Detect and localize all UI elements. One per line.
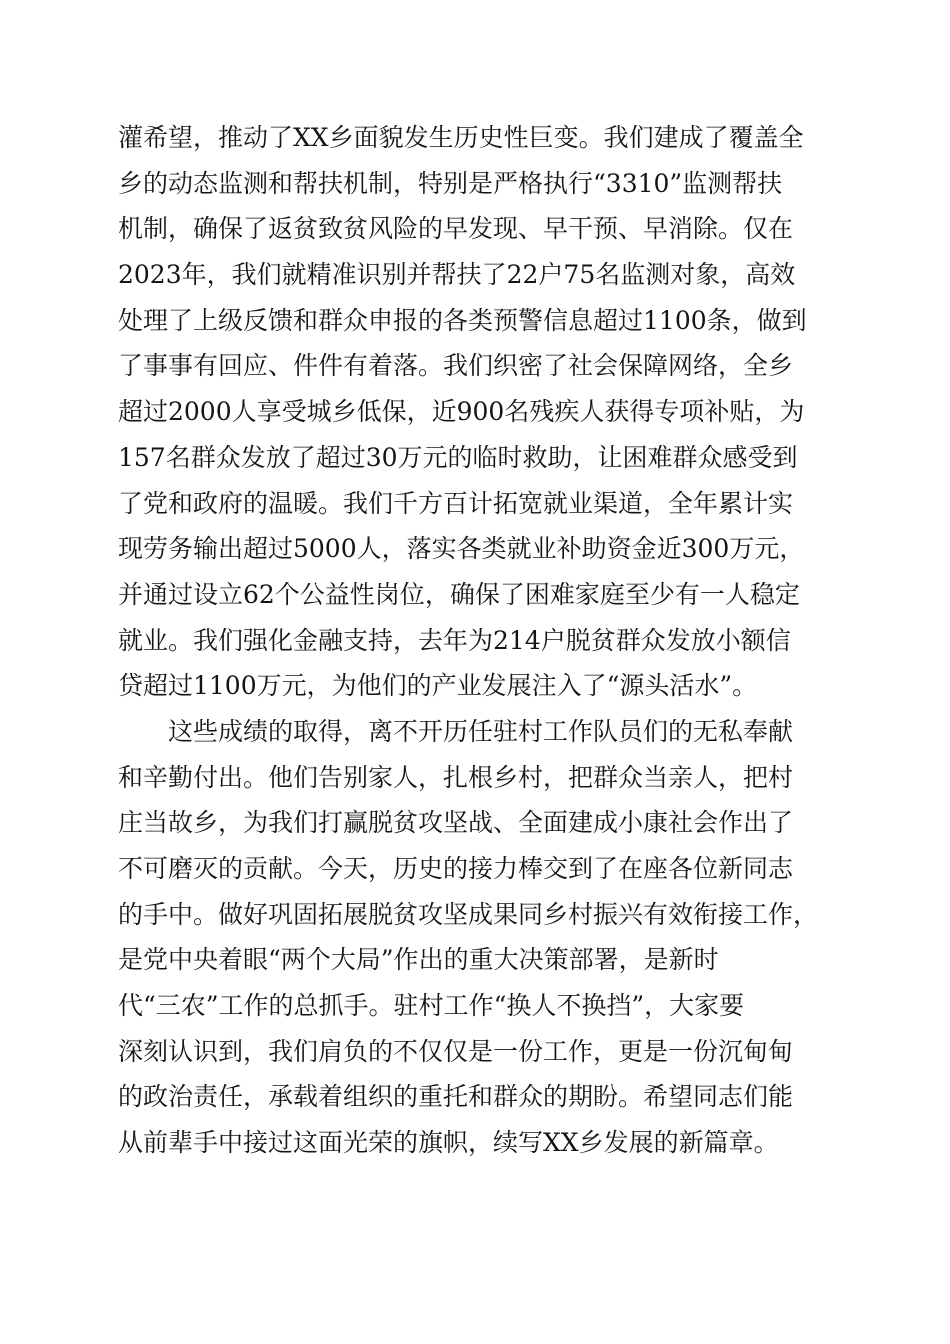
- text-line: 乡的动态监测和帮扶机制，特别是严格执行“3310”监测帮扶: [118, 168, 783, 198]
- text-line: 2023年，我们就精准识别并帮扶了22户75名监测对象，高效: [118, 260, 796, 290]
- text-line: 代“三农”工作的总抓手。驻村工作“换人不换挡”，大家要: [118, 991, 745, 1021]
- text-line: 这些成绩的取得，离不开历任驻村工作队员们的无私奉献: [168, 716, 794, 746]
- text-line: 了事事有回应、件件有着落。我们织密了社会保障网络，全乡: [118, 351, 794, 381]
- text-line: 了党和政府的温暖。我们千方百计拓宽就业渠道，全年累计实: [118, 488, 794, 518]
- text-line: 机制，确保了返贫致贫风险的早发现、早干预、早消除。仅在: [118, 214, 794, 244]
- text-line: 的政治责任，承载着组织的重托和群众的期盼。希望同志们能: [118, 1082, 794, 1112]
- text-line: 深刻认识到，我们肩负的不仅仅是一份工作，更是一份沉甸甸: [118, 1036, 794, 1066]
- text-line: 现劳务输出超过5000人，落实各类就业补助资金近300万元，: [118, 534, 805, 564]
- text-line: 庄当故乡，为我们打赢脱贫攻坚战、全面建成小康社会作出了: [118, 808, 794, 838]
- text-line: 157名群众发放了超过30万元的临时救助，让困难群众感受到: [118, 442, 798, 472]
- text-line: 不可磨灭的贡献。今天，历史的接力棒交到了在座各位新同志: [118, 854, 794, 883]
- text-line: 的手中。做好巩固拓展脱贫攻坚成果同乡村振兴有效衔接工作，: [118, 899, 819, 929]
- text-line: 并通过设立62个公益性岗位，确保了困难家庭至少有一人稳定: [118, 579, 800, 609]
- text-line: 灌希望，推动了XX乡面貌发生历史性巨变。我们建成了覆盖全: [118, 123, 804, 152]
- text-line: 超过2000人享受城乡低保，近900名残疾人获得专项补贴，为: [118, 397, 805, 427]
- paragraph-2: [118, 709, 838, 1166]
- text-line: 处理了上级反馈和群众申报的各类预警信息超过1100条，做到: [118, 305, 807, 335]
- text-line: 和辛勤付出。他们告别家人，扎根乡村，把群众当亲人，把村: [118, 762, 794, 792]
- text-line: 是党中央着眼“两个大局”作出的重大决策部署，是新时: [118, 945, 719, 975]
- paragraph-1: [118, 115, 838, 709]
- text-line: 从前辈手中接过这面光荣的旗帜，续写XX乡发展的新篇章。: [118, 1128, 779, 1158]
- text-line: 就业。我们强化金融支持，去年为214户脱贫群众发放小额信: [118, 625, 791, 655]
- body-text: [118, 115, 838, 1166]
- text-line: 贷超过1100万元，为他们的产业发展注入了“源头活水”。: [118, 671, 758, 701]
